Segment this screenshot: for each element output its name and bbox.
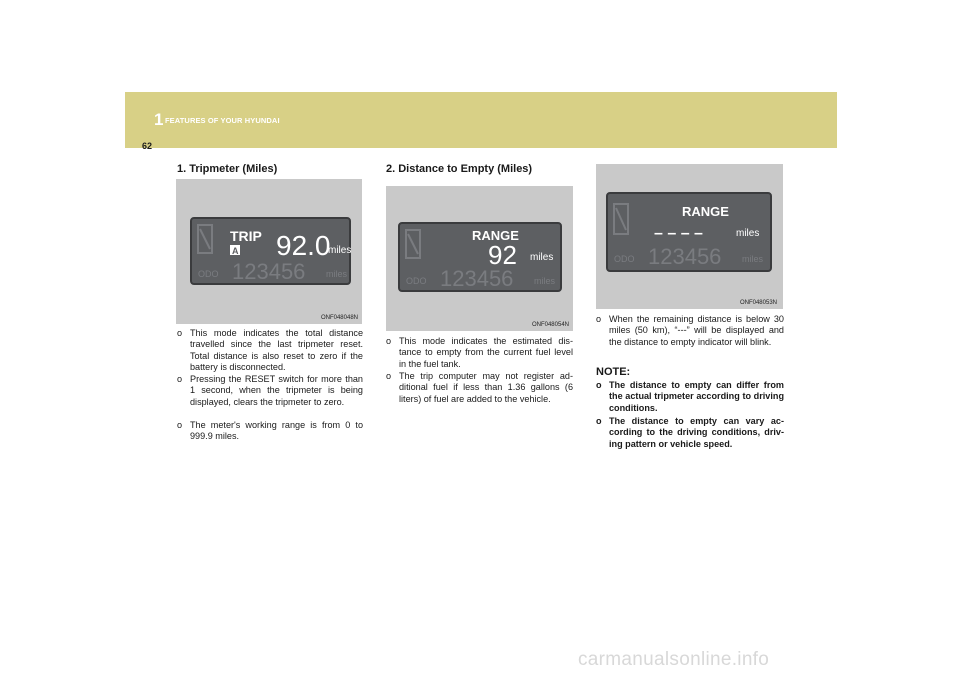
list-item: o The meter's working range is from 0 to 999.9 miles. (177, 420, 363, 442)
odo-label: ODO (614, 254, 635, 264)
range-unit: miles (530, 252, 554, 263)
list-item: o The trip computer may not register ad-ditional fuel if less than 1.36 gallons (6 liters) of fuel are added to the vehicle. (386, 371, 573, 404)
range-value: 92 (488, 240, 517, 270)
odo-value: 123456 (440, 266, 514, 291)
tripmeter-lcd (190, 217, 351, 285)
odo-unit: miles (326, 269, 348, 279)
page-number: 62 (142, 141, 153, 151)
tripmeter-lcd-graphic (192, 219, 352, 284)
footer-watermark: carmanualsonline.info (578, 649, 770, 670)
odo-unit: miles (742, 254, 764, 264)
odo-label: ODO (198, 269, 219, 279)
range-dashes: – – – – (654, 225, 703, 242)
odo-value: 123456 (232, 259, 306, 284)
tripmeter-figure (176, 179, 362, 324)
range-figure (386, 186, 573, 331)
range-lcd-graphic (400, 224, 560, 290)
chapter-number: 1 (154, 110, 164, 129)
note-item: o The distance to empty can differ from the actual tripmeter according to driving conditions. (596, 380, 784, 413)
list-item: o When the remaining distance is below 30 miles (50 km), “---” will be displayed and the distance to empty indicator will blink. (596, 314, 784, 347)
mode-label: TRIP (230, 228, 262, 244)
list-item: o Pressing the RESET switch for more than 1 second, when the tripmeter is being displayed, clears the tripmeter to zero. (177, 374, 363, 407)
distance-to-empty-title: 2. Distance to Empty (Miles) (386, 163, 533, 175)
odo-label: ODO (406, 276, 427, 286)
list-item: o This mode indicates the estimated dis-tance to empty from the current fuel level in the fuel tank. (386, 336, 573, 369)
range-blank-lcd-graphic (608, 194, 770, 270)
trip-unit: miles (328, 245, 352, 256)
note-heading: NOTE: (596, 366, 631, 378)
range-lcd (398, 222, 562, 292)
note-item: o The distance to empty can vary ac-cording to the driving conditions, driv-ing pattern or vehicle speed. (596, 416, 784, 449)
range-unit: miles (736, 228, 760, 239)
image-code: ONF048054N (531, 322, 569, 328)
image-code: ONF048053N (739, 300, 777, 306)
image-code: ONF048048N (320, 315, 358, 321)
odo-unit: miles (534, 276, 556, 286)
range-blank-lcd (606, 192, 772, 272)
mode-label: RANGE (472, 228, 519, 243)
tripmeter-title: 1. Tripmeter (Miles) (177, 163, 278, 175)
mode-label: RANGE (682, 204, 729, 219)
trip-badge: A (232, 246, 239, 256)
trip-value: 92.0 (276, 230, 331, 261)
range-blank-figure (596, 164, 783, 309)
chapter-title: FEATURES OF YOUR HYUNDAI (165, 116, 280, 125)
list-item: o This mode indicates the total distance travelled since the last tripmeter reset. Total distance is also reset to zero if the battery is disconnected. (177, 328, 363, 372)
odo-value: 123456 (648, 244, 722, 269)
